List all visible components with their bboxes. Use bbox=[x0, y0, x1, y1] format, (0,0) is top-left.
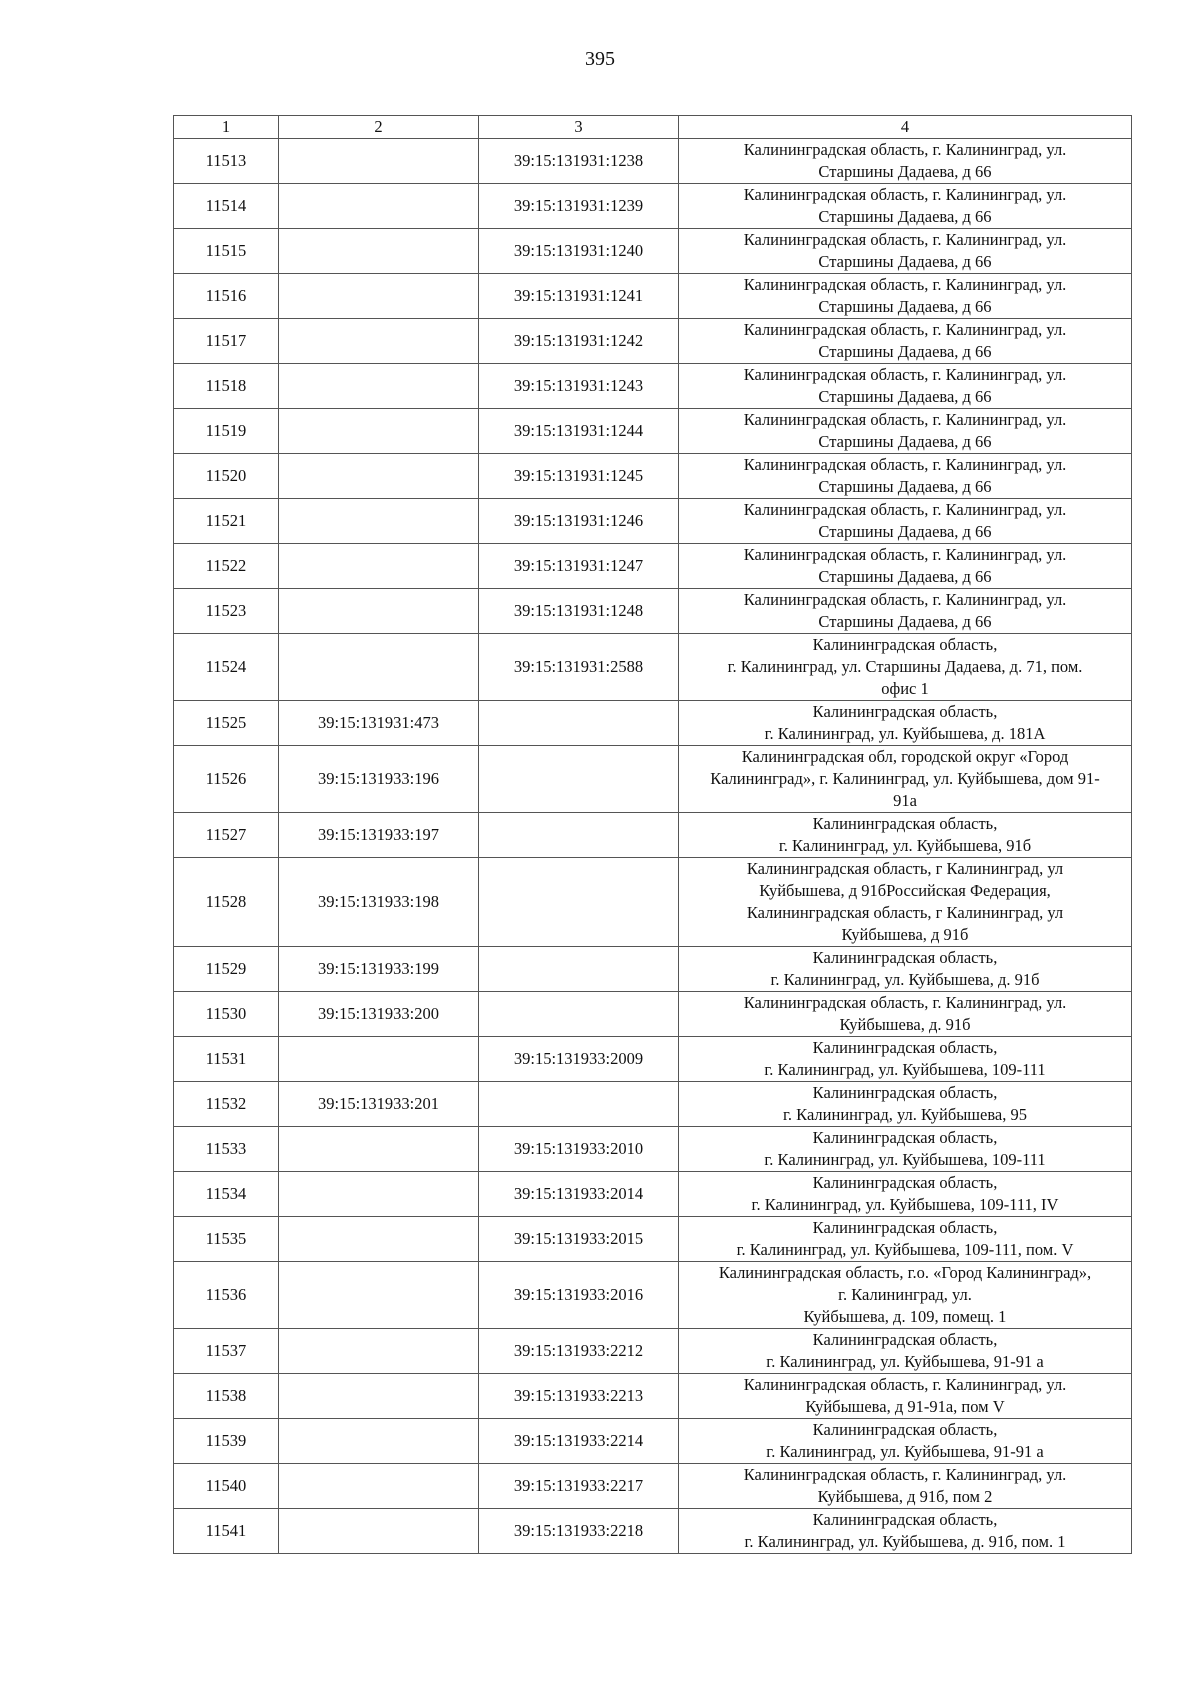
table-row bbox=[174, 139, 1132, 184]
cadastral-number-cell-3: 39:15:131931:1243 bbox=[479, 364, 679, 409]
cadastral-number-cell-3: 39:15:131933:2009 bbox=[479, 1037, 679, 1082]
address-cell bbox=[679, 319, 1132, 364]
address-cell bbox=[679, 364, 1132, 409]
row-number-cell: 11517 bbox=[174, 319, 279, 364]
address-line: Куйбышева, д. 91б bbox=[839, 1015, 971, 1034]
table-row bbox=[174, 1082, 1132, 1127]
cadastral-number-cell-2 bbox=[279, 1037, 479, 1082]
table-row bbox=[174, 1419, 1132, 1464]
address-line: Калининградская область, bbox=[812, 702, 998, 721]
row-number-cell: 11536 bbox=[174, 1262, 279, 1329]
cadastral-number-cell-2 bbox=[279, 499, 479, 544]
table-row bbox=[174, 1329, 1132, 1374]
address-cell bbox=[679, 1374, 1132, 1419]
row-number-cell: 11530 bbox=[174, 992, 279, 1037]
cadastral-number-cell-3 bbox=[479, 858, 679, 947]
address-line: Старшины Дадаева, д 66 bbox=[818, 567, 992, 586]
cadastral-number-cell-2 bbox=[279, 589, 479, 634]
address-cell bbox=[679, 499, 1132, 544]
address-line: Старшины Дадаева, д 66 bbox=[818, 522, 992, 541]
address-cell bbox=[679, 1464, 1132, 1509]
row-number-cell: 11525 bbox=[174, 701, 279, 746]
table-row bbox=[174, 274, 1132, 319]
address-line: Старшины Дадаева, д 66 bbox=[818, 207, 992, 226]
table-header-row bbox=[174, 116, 1132, 139]
cadastral-number-cell-3 bbox=[479, 1082, 679, 1127]
row-number-cell: 11520 bbox=[174, 454, 279, 499]
address-line: Куйбышева, д. 109, помещ. 1 bbox=[803, 1307, 1007, 1326]
row-number-cell: 11538 bbox=[174, 1374, 279, 1419]
address-line: Калининградская обл, городской округ «Город bbox=[741, 747, 1069, 766]
cadastral-number-cell-3: 39:15:131931:1239 bbox=[479, 184, 679, 229]
address-line: Калининградская область, г. Калининград, ул. bbox=[743, 140, 1067, 159]
cadastral-number-cell-2 bbox=[279, 364, 479, 409]
cadastral-number-cell-3 bbox=[479, 701, 679, 746]
table-row bbox=[174, 746, 1132, 813]
address-cell bbox=[679, 1127, 1132, 1172]
address-line: Калининградская область, bbox=[812, 1038, 998, 1057]
address-line: г. Калининград, ул. bbox=[838, 1285, 972, 1304]
cadastral-number-cell-3: 39:15:131933:2016 bbox=[479, 1262, 679, 1329]
address-line: Калининградская область, г. Калининград, ул. bbox=[743, 1375, 1067, 1394]
cadastral-number-cell-2 bbox=[279, 1172, 479, 1217]
table-row bbox=[174, 813, 1132, 858]
address-line: Калининградская область, г Калининград, ул bbox=[746, 859, 1064, 878]
address-line: г. Калининград, ул. Куйбышева, д. 91б, пом. 1 bbox=[744, 1532, 1066, 1551]
cadastral-number-cell-3: 39:15:131931:1246 bbox=[479, 499, 679, 544]
cadastral-number-cell-2 bbox=[279, 409, 479, 454]
address-cell bbox=[679, 858, 1132, 947]
cadastral-number-cell-2: 39:15:131933:198 bbox=[279, 858, 479, 947]
address-line: Калининградская область, г. Калининград, ул. bbox=[743, 1465, 1067, 1484]
cadastral-number-cell-3: 39:15:131931:2588 bbox=[479, 634, 679, 701]
table-row bbox=[174, 454, 1132, 499]
address-line: Калининградская область, г. Калининград, ул. bbox=[743, 500, 1067, 519]
cadastral-number-cell-2 bbox=[279, 1509, 479, 1554]
cadastral-number-cell-2 bbox=[279, 1262, 479, 1329]
address-cell bbox=[679, 1082, 1132, 1127]
address-line: Калининградская область, г. Калининград, ул. bbox=[743, 320, 1067, 339]
address-line: г. Калининград, ул. Куйбышева, 91-91 а bbox=[766, 1442, 1044, 1461]
address-line: г. Калининград, ул. Куйбышева, 91б bbox=[778, 836, 1032, 855]
row-number-cell: 11540 bbox=[174, 1464, 279, 1509]
row-number-cell: 11527 bbox=[174, 813, 279, 858]
registry-table bbox=[173, 115, 1132, 1554]
cadastral-number-cell-2 bbox=[279, 1464, 479, 1509]
cadastral-number-cell-3: 39:15:131931:1240 bbox=[479, 229, 679, 274]
cadastral-number-cell-3: 39:15:131933:2212 bbox=[479, 1329, 679, 1374]
table-row bbox=[174, 858, 1132, 947]
page-number: 395 bbox=[585, 48, 615, 70]
column-header-2: 2 bbox=[279, 116, 479, 139]
address-line: Старшины Дадаева, д 66 bbox=[818, 612, 992, 631]
row-number-cell: 11534 bbox=[174, 1172, 279, 1217]
address-line: Калининградская область, г. Калининград, ул. bbox=[743, 410, 1067, 429]
address-line: Старшины Дадаева, д 66 bbox=[818, 162, 992, 181]
address-line: г. Калининград, ул. Куйбышева, 109-111 bbox=[764, 1150, 1046, 1169]
address-line: Калининградская область, г. Калининград, ул. bbox=[743, 275, 1067, 294]
address-line: Калининградская область, г. Калининград, ул. bbox=[743, 455, 1067, 474]
row-number-cell: 11523 bbox=[174, 589, 279, 634]
column-header-1: 1 bbox=[174, 116, 279, 139]
address-line: Старшины Дадаева, д 66 bbox=[818, 432, 992, 451]
row-number-cell: 11526 bbox=[174, 746, 279, 813]
table-row bbox=[174, 184, 1132, 229]
address-line: офис 1 bbox=[881, 679, 929, 698]
row-number-cell: 11541 bbox=[174, 1509, 279, 1554]
address-line: Старшины Дадаева, д 66 bbox=[818, 477, 992, 496]
table-row bbox=[174, 1172, 1132, 1217]
address-line: Калининградская область, г.о. «Город Калининград», bbox=[718, 1263, 1092, 1282]
cadastral-number-cell-2: 39:15:131931:473 bbox=[279, 701, 479, 746]
address-cell bbox=[679, 139, 1132, 184]
cadastral-number-cell-2 bbox=[279, 1329, 479, 1374]
cadastral-number-cell-2: 39:15:131933:201 bbox=[279, 1082, 479, 1127]
table-row bbox=[174, 229, 1132, 274]
row-number-cell: 11524 bbox=[174, 634, 279, 701]
address-line: Калининградская область, г. Калининград, ул. bbox=[743, 230, 1067, 249]
address-line: Калининградская область, bbox=[812, 1420, 998, 1439]
address-cell bbox=[679, 634, 1132, 701]
address-line: Калининградская область, bbox=[812, 1083, 998, 1102]
address-line: Калининградская область, г. Калининград, ул. bbox=[743, 365, 1067, 384]
row-number-cell: 11515 bbox=[174, 229, 279, 274]
table-body bbox=[174, 139, 1132, 1554]
cadastral-number-cell-3: 39:15:131933:2010 bbox=[479, 1127, 679, 1172]
cadastral-number-cell-2 bbox=[279, 1419, 479, 1464]
cadastral-number-cell-3: 39:15:131933:2014 bbox=[479, 1172, 679, 1217]
address-line: г. Калининград, ул. Куйбышева, 91-91 а bbox=[766, 1352, 1044, 1371]
address-cell bbox=[679, 1419, 1132, 1464]
table-row bbox=[174, 409, 1132, 454]
address-cell bbox=[679, 746, 1132, 813]
address-line: Куйбышева, д 91б bbox=[841, 925, 969, 944]
address-cell bbox=[679, 454, 1132, 499]
cadastral-number-cell-3: 39:15:131931:1238 bbox=[479, 139, 679, 184]
address-line: Куйбышева, д 91-91а, пом V bbox=[805, 1397, 1005, 1416]
row-number-cell: 11529 bbox=[174, 947, 279, 992]
address-line: Куйбышева, д 91бРоссийская Федерация, bbox=[759, 881, 1051, 900]
row-number-cell: 11537 bbox=[174, 1329, 279, 1374]
address-line: Старшины Дадаева, д 66 bbox=[818, 342, 992, 361]
address-cell bbox=[679, 1262, 1132, 1329]
row-number-cell: 11521 bbox=[174, 499, 279, 544]
column-header-4: 4 bbox=[679, 116, 1132, 139]
address-line: Старшины Дадаева, д 66 bbox=[818, 297, 992, 316]
row-number-cell: 11514 bbox=[174, 184, 279, 229]
address-cell bbox=[679, 1037, 1132, 1082]
cadastral-number-cell-3 bbox=[479, 813, 679, 858]
table-row bbox=[174, 947, 1132, 992]
cadastral-number-cell-2: 39:15:131933:200 bbox=[279, 992, 479, 1037]
column-header-3: 3 bbox=[479, 116, 679, 139]
cadastral-number-cell-3: 39:15:131931:1245 bbox=[479, 454, 679, 499]
cadastral-number-cell-2 bbox=[279, 1374, 479, 1419]
address-line: Калининградская область, bbox=[812, 1330, 998, 1349]
cadastral-number-cell-3 bbox=[479, 992, 679, 1037]
row-number-cell: 11528 bbox=[174, 858, 279, 947]
cadastral-number-cell-3: 39:15:131931:1244 bbox=[479, 409, 679, 454]
address-line: Калининградская область, bbox=[812, 814, 998, 833]
cadastral-number-cell-2 bbox=[279, 634, 479, 701]
table-row bbox=[174, 634, 1132, 701]
cadastral-number-cell-2 bbox=[279, 139, 479, 184]
cadastral-number-cell-2 bbox=[279, 319, 479, 364]
table-row bbox=[174, 589, 1132, 634]
cadastral-number-cell-2 bbox=[279, 274, 479, 319]
table-row bbox=[174, 701, 1132, 746]
cadastral-number-cell-3: 39:15:131933:2214 bbox=[479, 1419, 679, 1464]
row-number-cell: 11532 bbox=[174, 1082, 279, 1127]
table-row bbox=[174, 1262, 1132, 1329]
address-line: г. Калининград, ул. Куйбышева, д. 181А bbox=[764, 724, 1046, 743]
cadastral-number-cell-2: 39:15:131933:196 bbox=[279, 746, 479, 813]
table-row bbox=[174, 364, 1132, 409]
row-number-cell: 11519 bbox=[174, 409, 279, 454]
cadastral-number-cell-3: 39:15:131933:2218 bbox=[479, 1509, 679, 1554]
address-cell bbox=[679, 1509, 1132, 1554]
address-line: Калининградская область, г Калининград, ул bbox=[746, 903, 1064, 922]
cadastral-number-cell-2 bbox=[279, 544, 479, 589]
address-cell bbox=[679, 544, 1132, 589]
row-number-cell: 11533 bbox=[174, 1127, 279, 1172]
cadastral-number-cell-2 bbox=[279, 1217, 479, 1262]
address-cell bbox=[679, 947, 1132, 992]
cadastral-number-cell-3: 39:15:131931:1242 bbox=[479, 319, 679, 364]
address-cell bbox=[679, 589, 1132, 634]
cadastral-number-cell-3: 39:15:131933:2015 bbox=[479, 1217, 679, 1262]
address-line: Калининградская область, г. Калининград, ул. bbox=[743, 185, 1067, 204]
cadastral-number-cell-2: 39:15:131933:197 bbox=[279, 813, 479, 858]
table-row bbox=[174, 992, 1132, 1037]
table-row bbox=[174, 544, 1132, 589]
address-line: Калининградская область, bbox=[812, 1218, 998, 1237]
address-cell bbox=[679, 813, 1132, 858]
table-row bbox=[174, 1374, 1132, 1419]
table-row bbox=[174, 1127, 1132, 1172]
row-number-cell: 11535 bbox=[174, 1217, 279, 1262]
address-cell bbox=[679, 229, 1132, 274]
address-line: Калининградская область, bbox=[812, 1510, 998, 1529]
address-line: Калининградская область, г. Калининград, ул. bbox=[743, 993, 1067, 1012]
table-row bbox=[174, 1464, 1132, 1509]
address-line: г. Калининград, ул. Куйбышева, 109-111 bbox=[764, 1060, 1046, 1079]
table-row bbox=[174, 499, 1132, 544]
address-line: Калининградская область, г. Калининград, ул. bbox=[743, 545, 1067, 564]
address-line: Старшины Дадаева, д 66 bbox=[818, 252, 992, 271]
cadastral-number-cell-3 bbox=[479, 746, 679, 813]
address-cell bbox=[679, 1172, 1132, 1217]
address-line: Калининград», г. Калининград, ул. Куйбышева, дом 91- bbox=[710, 769, 1100, 788]
cadastral-number-cell-3 bbox=[479, 947, 679, 992]
address-line: Старшины Дадаева, д 66 bbox=[818, 387, 992, 406]
address-line: Калининградская область, г. Калининград, ул. bbox=[743, 590, 1067, 609]
address-cell bbox=[679, 409, 1132, 454]
table-row bbox=[174, 1217, 1132, 1262]
address-line: г. Калининград, ул. Старшины Дадаева, д. 71, пом. bbox=[727, 657, 1083, 676]
table-row bbox=[174, 1509, 1132, 1554]
address-cell bbox=[679, 1217, 1132, 1262]
row-number-cell: 11513 bbox=[174, 139, 279, 184]
row-number-cell: 11539 bbox=[174, 1419, 279, 1464]
cadastral-number-cell-3: 39:15:131933:2217 bbox=[479, 1464, 679, 1509]
row-number-cell: 11531 bbox=[174, 1037, 279, 1082]
address-cell bbox=[679, 184, 1132, 229]
address-line: г. Калининград, ул. Куйбышева, д. 91б bbox=[770, 970, 1040, 989]
cadastral-number-cell-2 bbox=[279, 454, 479, 499]
cadastral-number-cell-3: 39:15:131933:2213 bbox=[479, 1374, 679, 1419]
address-line: г. Калининград, ул. Куйбышева, 95 bbox=[783, 1105, 1027, 1124]
address-cell bbox=[679, 1329, 1132, 1374]
address-line: г. Калининград, ул. Куйбышева, 109-111, пом. V bbox=[736, 1240, 1074, 1259]
row-number-cell: 11522 bbox=[174, 544, 279, 589]
cadastral-number-cell-3: 39:15:131931:1241 bbox=[479, 274, 679, 319]
address-line: Калининградская область, bbox=[812, 948, 998, 967]
address-line: Калининградская область, bbox=[812, 1173, 998, 1192]
address-line: Куйбышева, д 91б, пом 2 bbox=[817, 1487, 993, 1506]
address-cell bbox=[679, 992, 1132, 1037]
address-line: Калининградская область, bbox=[812, 1128, 998, 1147]
cadastral-number-cell-2 bbox=[279, 184, 479, 229]
cadastral-number-cell-2 bbox=[279, 1127, 479, 1172]
cadastral-number-cell-2: 39:15:131933:199 bbox=[279, 947, 479, 992]
cadastral-number-cell-2 bbox=[279, 229, 479, 274]
table-row bbox=[174, 319, 1132, 364]
address-line: 91а bbox=[893, 791, 917, 810]
cadastral-number-cell-3: 39:15:131931:1247 bbox=[479, 544, 679, 589]
address-cell bbox=[679, 274, 1132, 319]
cadastral-number-cell-3: 39:15:131931:1248 bbox=[479, 589, 679, 634]
table-row bbox=[174, 1037, 1132, 1082]
row-number-cell: 11516 bbox=[174, 274, 279, 319]
row-number-cell: 11518 bbox=[174, 364, 279, 409]
address-line: г. Калининград, ул. Куйбышева, 109-111, IV bbox=[751, 1195, 1059, 1214]
address-cell bbox=[679, 701, 1132, 746]
address-line: Калининградская область, bbox=[812, 635, 998, 654]
